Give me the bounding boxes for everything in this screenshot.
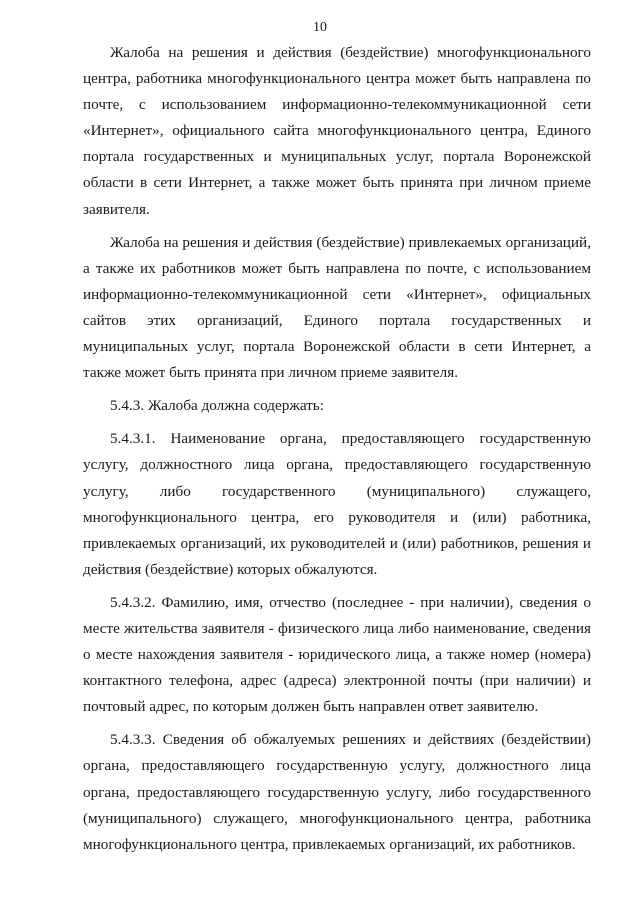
paragraph-organizations-complaint: Жалоба на решения и действия (бездействие) привлекаемых организаций, а также их работников может быть направлена по почте, с использованием информационно-телекоммуникационной сети «Интернет», официальных сайтов этих организаций, Единого портала государственных и муниципальных услуг, портала Воронежской области в сети Интернет, а также может быть принята при личном приеме заявителя. <box>83 233 591 382</box>
paragraph-5-4-3-3: 5.4.3.3. Сведения об обжалуемых решениях и действиях (бездействии) органа, предоставляющего государственную услугу, должностного лица органа, предоставляющего государственную услугу, либо государственного (муниципального) служащего, многофункционального центра, работника многофункционального центра, привлекаемых организаций, их работников. <box>83 731 591 853</box>
page-number: 10 <box>313 20 327 35</box>
paragraph-5-4-3-1: 5.4.3.1. Наименование органа, предоставляющего государственную услугу, должностного лица органа, предоставляющего государственную услугу, либо государственного (муниципального) служащего, многофункционального центра, его руководителя и (или) работника, привлекаемых организаций, их руководителей и (или) работников, решения и действия (бездействие) которых обжалуются. <box>83 430 591 578</box>
paragraph-mfc-complaint: Жалоба на решения и действия (бездействие) многофункционального центра, работника многофункционального центра может быть направлена по почте, с использованием информационно-телекоммуникационной сети «Интернет», официального сайта многофункционального центра, Единого портала государственных и муниципальных услуг, портала Воронежской области в сети Интернет, а также может быть принята при личном приеме заявителя. <box>83 44 591 218</box>
paragraph-5-4-3: 5.4.3. Жалоба должна содержать: <box>110 397 324 415</box>
paragraph-5-4-3-2: 5.4.3.2. Фамилию, имя, отчество (последнее - при наличии), сведения о месте жительства заявителя - физического лица либо наименование, сведения о месте нахождения заявителя - юридического лица, а также номер (номера) контактного телефона, адрес (адреса) электронной почты (при наличии) и почтовый адрес, по которым должен быть направлен ответ заявителю. <box>83 593 591 716</box>
document-body <box>83 40 591 865</box>
